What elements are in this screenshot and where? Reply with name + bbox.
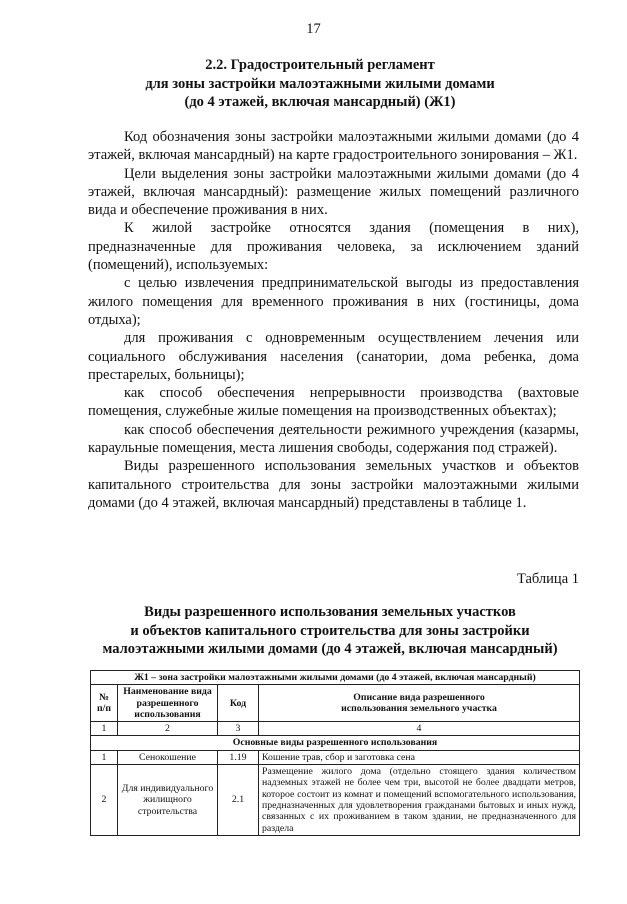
paragraph: как способ обеспечения непрерывности производства (вахтовые помещения, служебные жилые помещения на производственных объектах);	[88, 385, 579, 420]
table-title-line-2: и объектов капитального строительства для зоны застройки	[130, 622, 530, 639]
column-number: 1	[91, 722, 118, 736]
row-name: Сенокошение	[118, 750, 218, 764]
section-header-row	[91, 736, 580, 750]
paragraph: Цели выделения зоны застройки малоэтажными жилыми домами (до 4 этажей, включая мансардный): размещение жилых помещений различного вида и обеспечение проживания в них.	[88, 165, 579, 219]
zone-header-row	[91, 671, 580, 685]
section-title-line-3: (до 4 этажей, включая мансардный) (Ж1)	[184, 94, 456, 110]
paragraph: Код обозначения зоны застройки малоэтажными жилыми домами (до 4 этажей, включая мансардный) на карте градостроительного зонирования – Ж1.	[88, 129, 579, 164]
row-num: 1	[91, 750, 118, 764]
paragraph: Виды разрешенного использования земельных участков и объектов капитального строительства для зоны застройки малоэтажными жилыми домами (до 4 этажей, включая мансардный) представлены в таблице 1.	[88, 458, 579, 511]
paragraph: с целью извлечения предпринимательской выгоды из предоставления жилого помещения для временного проживания в них (гостиницы, дома отдыха);	[88, 275, 579, 328]
table-title-line-3: малоэтажными жилыми домами (до 4 этажей, включая мансардный)	[102, 641, 558, 657]
section-header: Основные виды разрешенного использования	[91, 736, 580, 750]
body-text	[88, 128, 579, 512]
table-title	[60, 603, 600, 659]
row-num: 2	[91, 765, 118, 836]
row-description: Кошение трав, сбор и заготовка сена	[259, 750, 580, 764]
page-number: 17	[306, 21, 321, 37]
paragraph: К жилой застройке относятся здания (помещения в них), предназначенные для проживания человека, за исключением зданий (помещений), используемых:	[88, 220, 579, 274]
header-row	[91, 685, 580, 722]
header-num: № п/п	[91, 685, 118, 722]
column-number: 4	[259, 722, 580, 736]
header-name: Наименование вида разрешенного использования	[118, 685, 218, 722]
table-caption: Таблица 1	[516, 571, 579, 587]
table-title-line-1: Виды разрешенного использования земельных участков	[144, 604, 516, 620]
row-description: Размещение жилого дома (отдельно стоящего здания количеством надземных этажей не более чем три, высотой не более двадцати метров, которое состоит из комнат и помещений вспомогательного использования, предназначенных для удовлетворения гражданами бытовых и иных нужд, связанных с их проживанием в таком здании, не предназначенного для раздела	[259, 765, 580, 836]
zone-header: Ж1 – зона застройки малоэтажными жилыми домами (до 4 этажей, включая мансардный)	[91, 671, 580, 685]
header-description: Описание вида разрешенного использования земельного участка	[259, 685, 580, 722]
section-title	[60, 56, 580, 112]
row-name: Для индивидуального жилищного строительства	[118, 765, 218, 836]
column-number: 3	[218, 722, 259, 736]
table-row	[91, 750, 580, 764]
section-title-line-2: для зоны застройки малоэтажными жилыми домами	[145, 75, 495, 92]
column-number-row	[91, 722, 580, 736]
paragraph: как способ обеспечения деятельности режимного учреждения (казармы, караульные помещения, места лишения свободы, содержания под стражей).	[88, 421, 579, 457]
section-title-line-1: 2.2. Градостроительный регламент	[205, 57, 435, 73]
paragraph: для проживания с одновременным осуществлением лечения или социального обслуживания населения (санатории, дома ребенка, дома престарелых, больницы);	[88, 330, 579, 383]
row-code: 1.19	[218, 750, 259, 764]
column-number: 2	[118, 722, 218, 736]
land-use-table	[90, 670, 580, 836]
table-row	[91, 765, 580, 836]
row-code: 2.1	[218, 765, 259, 836]
header-code: Код	[218, 685, 259, 722]
